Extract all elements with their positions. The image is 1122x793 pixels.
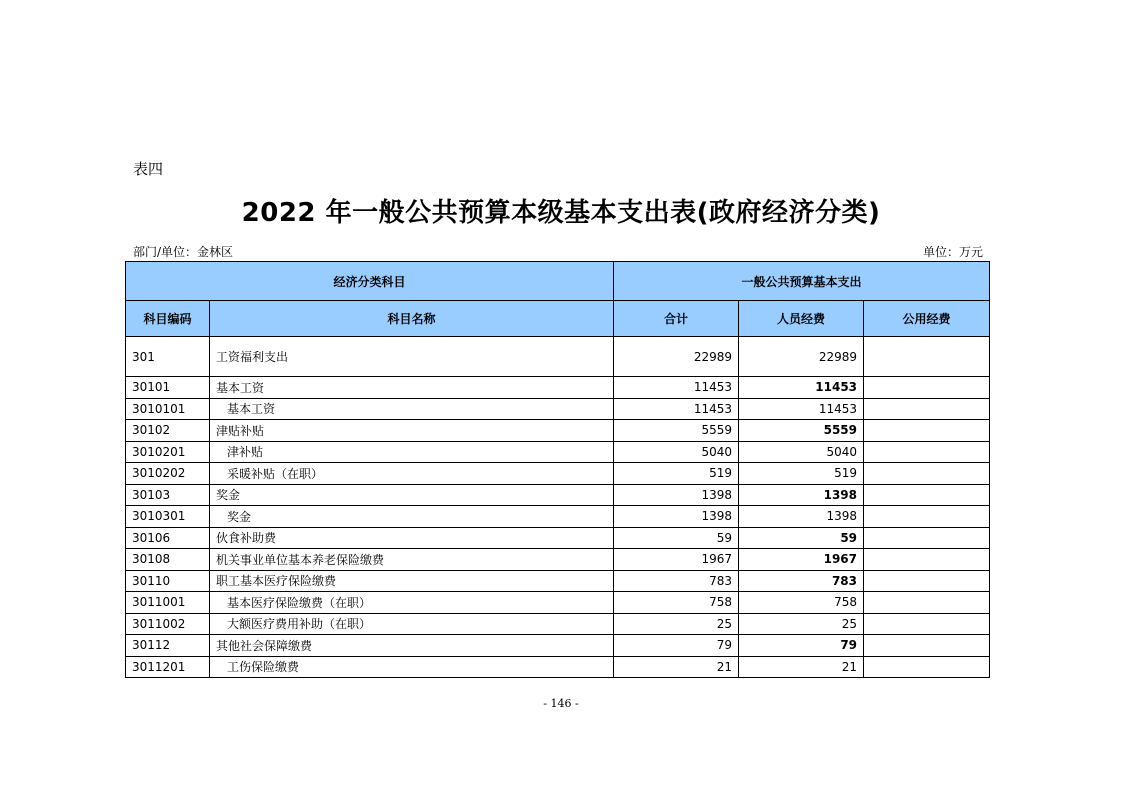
row-name: 基本医疗保险缴费（在职） [210, 592, 614, 614]
row-public [864, 592, 990, 614]
row-public [864, 337, 990, 377]
row-code: 30106 [126, 527, 210, 549]
department-label: 部门/单位：金林区 [133, 245, 234, 259]
row-code: 30102 [126, 420, 210, 442]
row-name: 职工基本医疗保险缴费 [210, 570, 614, 592]
row-code: 30112 [126, 635, 210, 657]
header-total: 合计 [614, 301, 739, 337]
row-total: 519 [614, 463, 739, 485]
budget-table [125, 261, 990, 678]
row-code: 30103 [126, 484, 210, 506]
row-total: 79 [614, 635, 739, 657]
row-code: 3010201 [126, 441, 210, 463]
row-public [864, 570, 990, 592]
page-title: 2022 年一般公共预算本级基本支出表(政府经济分类) [241, 198, 881, 228]
row-personnel: 783 [739, 570, 864, 592]
table-row [126, 656, 990, 678]
row-total: 22989 [614, 337, 739, 377]
row-total: 5040 [614, 441, 739, 463]
table-row [126, 463, 990, 485]
row-name: 伙食补助费 [210, 527, 614, 549]
table-row [126, 337, 990, 377]
row-personnel: 1398 [739, 506, 864, 528]
row-personnel: 5040 [739, 441, 864, 463]
row-personnel: 11453 [739, 398, 864, 420]
row-code: 3011201 [126, 656, 210, 678]
row-total: 21 [614, 656, 739, 678]
row-total: 25 [614, 613, 739, 635]
row-public [864, 484, 990, 506]
row-total: 1967 [614, 549, 739, 571]
row-personnel: 22989 [739, 337, 864, 377]
table-row [126, 527, 990, 549]
row-personnel: 79 [739, 635, 864, 657]
row-public [864, 420, 990, 442]
row-total: 5559 [614, 420, 739, 442]
row-personnel: 21 [739, 656, 864, 678]
table-row [126, 549, 990, 571]
row-code: 30108 [126, 549, 210, 571]
header-personnel: 人员经费 [739, 301, 864, 337]
row-personnel: 1398 [739, 484, 864, 506]
row-code: 30110 [126, 570, 210, 592]
row-public [864, 527, 990, 549]
page-number: - 146 - [543, 697, 579, 710]
table-row [126, 398, 990, 420]
row-personnel: 758 [739, 592, 864, 614]
row-name: 机关事业单位基本养老保险缴费 [210, 549, 614, 571]
row-public [864, 656, 990, 678]
row-public [864, 377, 990, 399]
unit-label: 单位：万元 [922, 245, 983, 259]
row-name: 奖金 [210, 506, 614, 528]
row-name: 工伤保险缴费 [210, 656, 614, 678]
row-code: 301 [126, 337, 210, 377]
row-code: 3010301 [126, 506, 210, 528]
row-code: 3011002 [126, 613, 210, 635]
row-total: 11453 [614, 377, 739, 399]
row-total: 783 [614, 570, 739, 592]
table-row [126, 420, 990, 442]
table-row [126, 570, 990, 592]
row-public [864, 398, 990, 420]
row-public [864, 463, 990, 485]
table-row [126, 635, 990, 657]
row-code: 3011001 [126, 592, 210, 614]
table-row [126, 377, 990, 399]
row-name: 津补贴 [210, 441, 614, 463]
row-total: 1398 [614, 484, 739, 506]
table-row [126, 613, 990, 635]
row-name: 大额医疗费用补助（在职） [210, 613, 614, 635]
row-total: 59 [614, 527, 739, 549]
row-personnel: 25 [739, 613, 864, 635]
table-row [126, 592, 990, 614]
header-basic-expenditure: 一般公共预算基本支出 [614, 262, 990, 301]
row-name: 基本工资 [210, 398, 614, 420]
header-code: 科目编码 [126, 301, 210, 337]
row-name: 奖金 [210, 484, 614, 506]
table-row [126, 441, 990, 463]
row-personnel: 519 [739, 463, 864, 485]
row-name: 基本工资 [210, 377, 614, 399]
header-public: 公用经费 [864, 301, 990, 337]
row-code: 3010101 [126, 398, 210, 420]
row-total: 1398 [614, 506, 739, 528]
row-name: 其他社会保障缴费 [210, 635, 614, 657]
row-code: 30101 [126, 377, 210, 399]
row-public [864, 549, 990, 571]
row-public [864, 613, 990, 635]
header-economic-classification: 经济分类科目 [126, 262, 614, 301]
header-name: 科目名称 [210, 301, 614, 337]
row-personnel: 59 [739, 527, 864, 549]
row-public [864, 441, 990, 463]
row-total: 758 [614, 592, 739, 614]
row-personnel: 11453 [739, 377, 864, 399]
row-name: 津贴补贴 [210, 420, 614, 442]
row-personnel: 5559 [739, 420, 864, 442]
table-row [126, 484, 990, 506]
row-personnel: 1967 [739, 549, 864, 571]
row-total: 11453 [614, 398, 739, 420]
row-public [864, 506, 990, 528]
row-code: 3010202 [126, 463, 210, 485]
table-label: 表四 [133, 160, 164, 178]
row-name: 工资福利支出 [210, 337, 614, 377]
table-row [126, 506, 990, 528]
row-public [864, 635, 990, 657]
row-name: 采暖补贴（在职） [210, 463, 614, 485]
